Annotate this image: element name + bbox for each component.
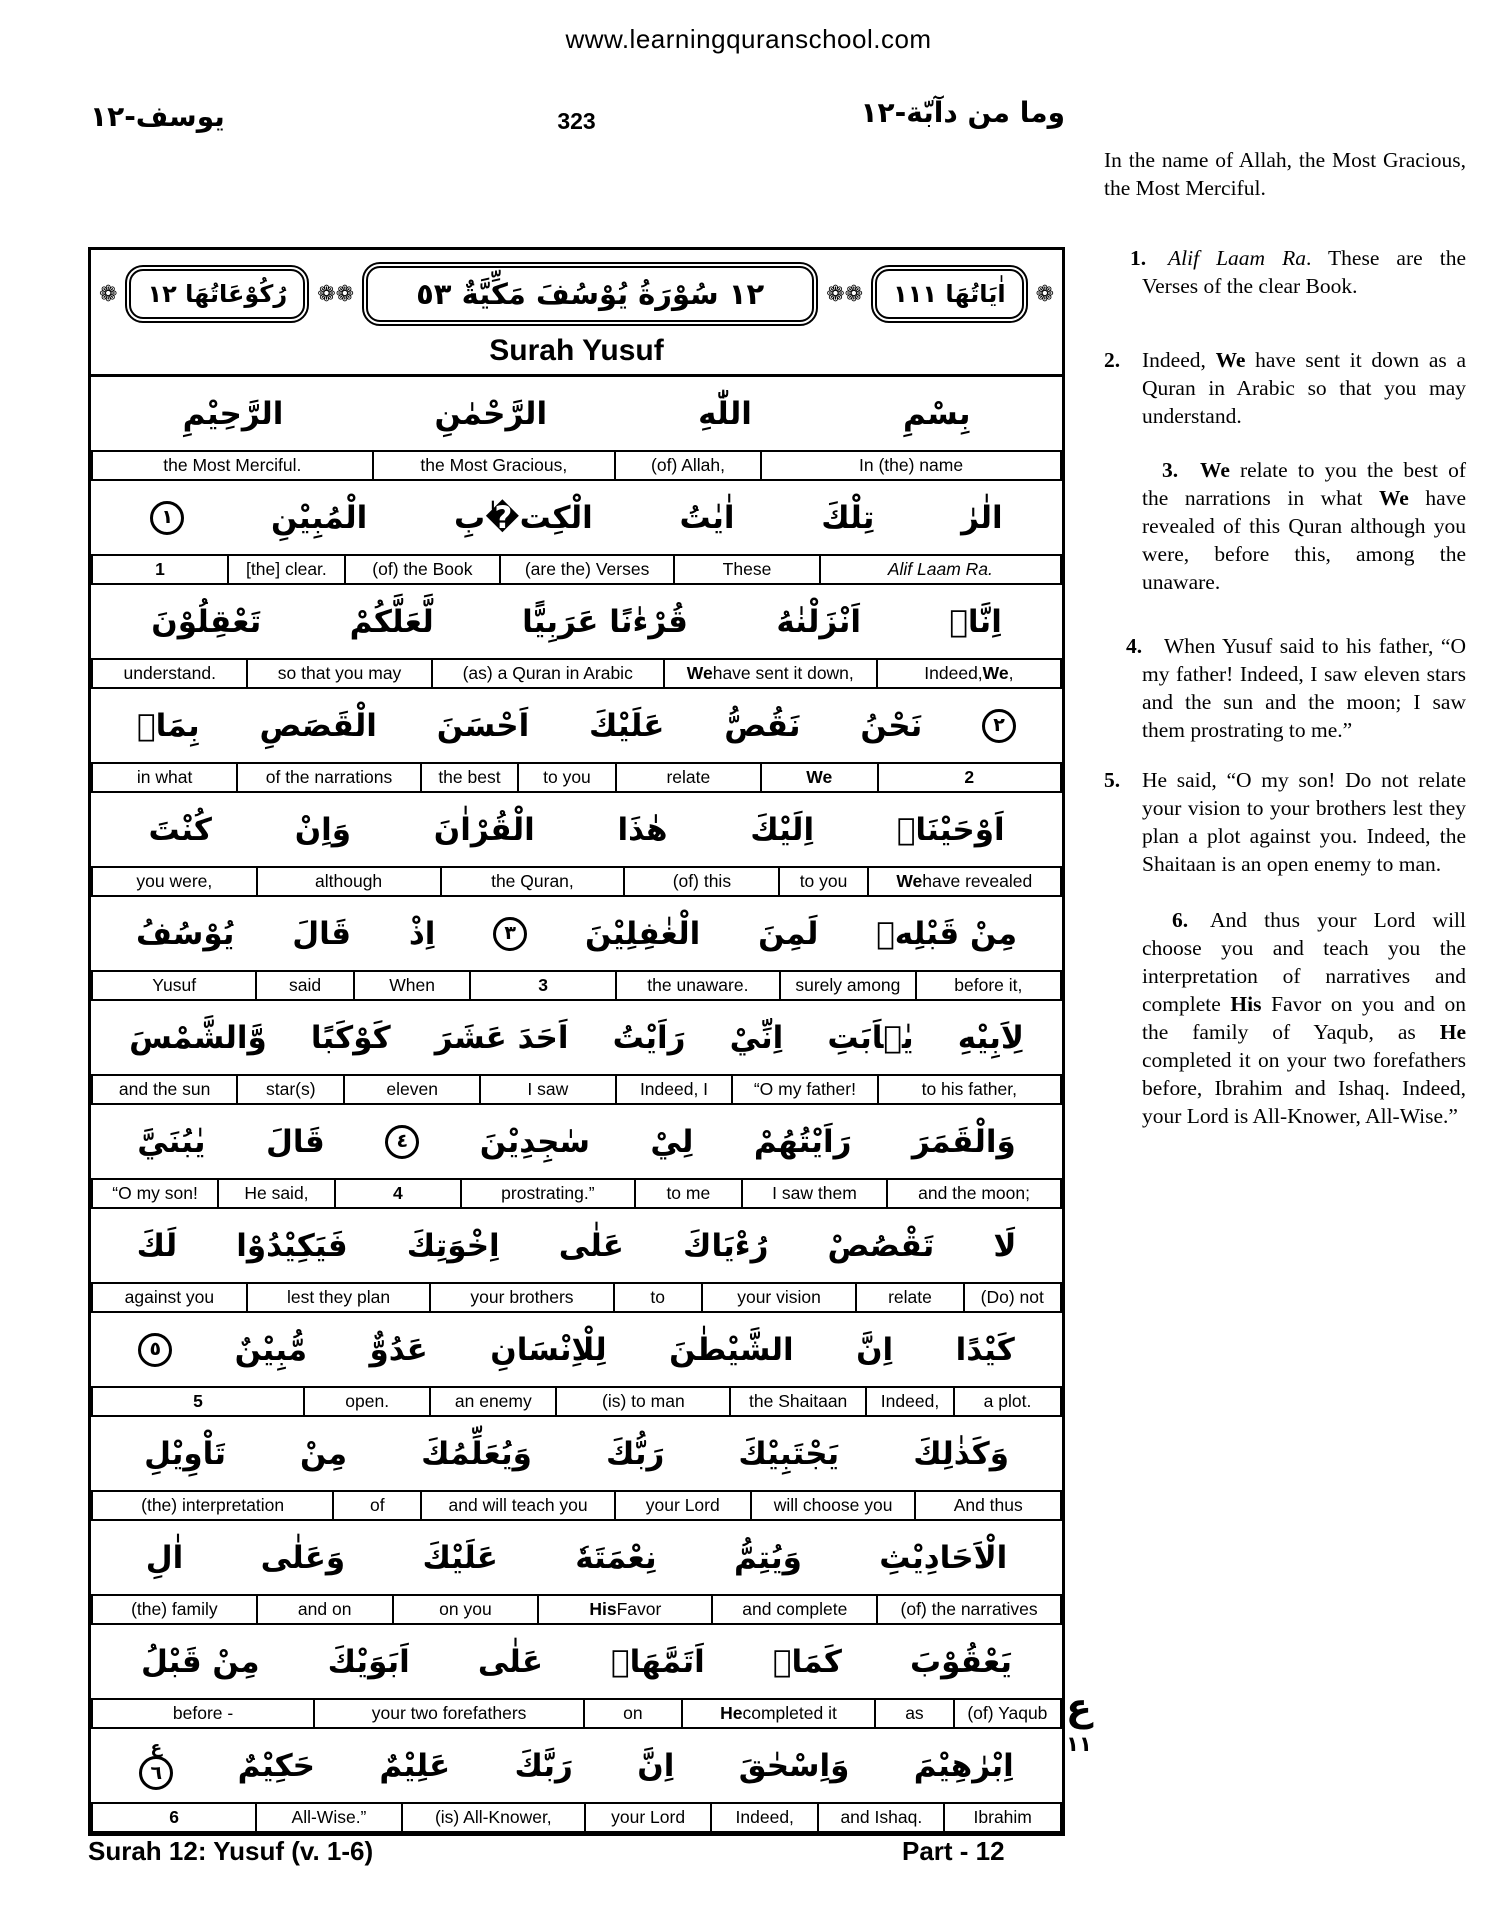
translation-cell: will choose you [750, 1490, 917, 1521]
arabic-word: سٰجِدِيْنَ [479, 1123, 590, 1160]
arabic-word: بِسْمِ [902, 395, 971, 432]
translation-cell: In (the) name [760, 450, 1062, 481]
arabic-word: عَلَيْكَ [589, 707, 665, 744]
translation-cell: (of) the narratives [876, 1594, 1062, 1625]
translation-cell: Indeed, [710, 1802, 819, 1833]
arabic-word: اِنَّ [637, 1747, 675, 1784]
arabic-verse-row [91, 1625, 1062, 1698]
translation-cell: Indeed, [865, 1386, 955, 1417]
translation-cell: 3 [469, 970, 616, 1001]
translation-row [91, 970, 1062, 1001]
ornament-icon: ❁ [99, 281, 118, 306]
arabic-word: اَحَدَ عَشَرَ [434, 1019, 569, 1056]
verse-number: 6. [1172, 908, 1189, 932]
ornament-icon: ❁❁ [317, 281, 355, 306]
translation-row [91, 866, 1062, 897]
arabic-word: اِلَيْكَ [750, 811, 815, 848]
bismillah-text: In the name of Allah, the Most Gracious, the Most Merciful. [1104, 148, 1466, 200]
arabic-word: عَدُوٌّ [369, 1331, 428, 1368]
arabic-word: مِنْ [300, 1435, 348, 1472]
translation-cell: in what [91, 762, 238, 793]
translation-cell: against you [91, 1282, 248, 1313]
verse-paragraph: 3. We relate to you the best of the narrations in what We have revealed of this Quran although you were, before this, among the unaware. [1104, 456, 1466, 596]
arabic-word: عَلٰى [477, 1643, 544, 1680]
arabic-word: كَمَاۤ [772, 1643, 842, 1680]
translation-cell: We [760, 762, 879, 793]
banner-ayat-count: اٰيَاتُهَا ١١١ [871, 265, 1027, 323]
arabic-word: الْقَصَصِ [259, 707, 377, 744]
translation-column [1104, 146, 1466, 1130]
arabic-word: لِيْ [650, 1123, 694, 1160]
arabic-word: نَقُصُّ [724, 707, 801, 744]
arabic-word: لَكَ [136, 1227, 178, 1264]
translation-row [91, 1490, 1062, 1521]
page-number: 323 [557, 108, 596, 134]
translation-cell: an enemy [429, 1386, 557, 1417]
translation-cell: and complete [711, 1594, 878, 1625]
translation-cell: the Most Gracious, [372, 450, 616, 481]
arabic-word: اَبَوَيْكَ [327, 1643, 410, 1680]
translation-cell: the best [420, 762, 520, 793]
translation-cell: although [256, 866, 442, 897]
translation-row [91, 1074, 1062, 1105]
translation-cell: 2 [877, 762, 1062, 793]
arabic-word: اٰيٰتُ [679, 499, 735, 536]
arabic-word: عَلٰى [558, 1227, 624, 1264]
arabic-word: قَالَ [265, 1123, 325, 1160]
translation-cell: to his father, [877, 1074, 1062, 1105]
arabic-word: رَبُّكَ [605, 1435, 665, 1472]
arabic-word: الرَّحْمٰنِ [434, 395, 548, 432]
translation-cell: Yusuf [91, 970, 257, 1001]
translation-cell: When [353, 970, 472, 1001]
translation-cell: Indeed, We , [876, 658, 1062, 689]
arabic-verse-row [91, 1417, 1062, 1490]
arabic-word: اٰلِ [145, 1539, 184, 1576]
arabic-word: وَالْقَمَرَ [911, 1123, 1016, 1160]
arabic-word: مُّبِيْنٌ [234, 1331, 308, 1368]
ruku-number: ١١ [1066, 1732, 1092, 1756]
translation-cell: to you [778, 866, 868, 897]
translation-cell: the Most Merciful. [91, 450, 374, 481]
arabic-word: تَاْوِيْلِ [144, 1435, 226, 1472]
arabic-word: الْكِت�ٰبِ [453, 499, 593, 536]
translation-cell: (are the) Verses [499, 554, 675, 585]
arabic-word: الْاَحَادِيْثِ [879, 1539, 1008, 1576]
arabic-word: الٰرٰ [961, 499, 1003, 536]
translation-cell: your two forefathers [313, 1698, 585, 1729]
arabic-word: الْغٰفِلِيْنَ [585, 915, 701, 952]
arabic-verse-row [91, 377, 1062, 450]
arabic-verse-row [91, 1001, 1062, 1074]
translation-cell: as [874, 1698, 955, 1729]
translation-cell: (is) All-Knower, [401, 1802, 586, 1833]
arabic-word: وَيُتِمُّ [734, 1539, 802, 1576]
verse-number: 2. [1104, 348, 1121, 372]
arabic-word: وَكَذٰلِكَ [913, 1435, 1009, 1472]
translation-cell: the Shaitaan [729, 1386, 867, 1417]
ayah-number-circle [150, 501, 184, 535]
translation-cell: We have revealed [867, 866, 1062, 897]
arabic-word: يُوْسُفُ [135, 915, 235, 952]
arabic-word: عَلِيْمٌ [379, 1747, 451, 1784]
surah-title: Surah Yusuf [91, 334, 1062, 377]
ornament-icon: ❁❁ [826, 281, 864, 306]
arabic-word: اِذْ [408, 915, 436, 952]
arabic-word: نَحْنُ [860, 707, 923, 744]
translation-row [91, 1282, 1062, 1313]
translation-cell: Alif Laam Ra. [819, 554, 1062, 585]
translation-cell: to me [634, 1178, 743, 1209]
ayah-number-circle [982, 709, 1016, 743]
arabic-word: يَعْقُوْبَ [909, 1643, 1012, 1680]
translation-cell: surely among [779, 970, 917, 1001]
arabic-word: تَقْصُصْ [827, 1227, 935, 1264]
arabic-word: الرَّحِيْمِ [182, 395, 284, 432]
arabic-verse-row [91, 1313, 1062, 1386]
translation-cell: Ibrahim [943, 1802, 1062, 1833]
arabic-verse-row [91, 1729, 1062, 1802]
banner-surah-name: ١٢ سُوْرَةُ يُوْسُفَ مَكِّيَّةٌ ٥٣ [362, 262, 818, 326]
translation-cell: eleven [343, 1074, 481, 1105]
banner-ruku-count: رُكُوْعَاتُهَا ١٢ [125, 265, 309, 323]
arabic-word: قَالَ [292, 915, 352, 952]
translation-cell: lest they plan [246, 1282, 431, 1313]
arabic-word: اِنَّ [856, 1331, 894, 1368]
ayah-number-circle [493, 917, 527, 951]
arabic-word: اللّٰهِ [698, 395, 752, 432]
translation-cell: and on [256, 1594, 394, 1625]
translation-cell: before - [91, 1698, 315, 1729]
word-grid [91, 377, 1062, 1833]
arabic-word: الْمُبِيْنِ [271, 499, 368, 536]
verse-paragraph: 2. Indeed, We have sent it down as a Quran in Arabic so that you may understand. [1104, 348, 1466, 428]
translation-cell: your Lord [584, 1802, 712, 1833]
ayah-number: ١ [150, 501, 184, 535]
header-juz-arabic: وما من دآبّة-١٢ [860, 96, 1065, 129]
translation-cell: and will teach you [420, 1490, 615, 1521]
translation-cell: said [255, 970, 355, 1001]
arabic-word: يَجْتَبِيْكَ [738, 1435, 840, 1472]
verse-number: 1. [1130, 246, 1147, 270]
translation-cell: All-Wise.” [255, 1802, 402, 1833]
translation-cell: “O my father! [731, 1074, 878, 1105]
translation-cell: a plot. [953, 1386, 1062, 1417]
translation-cell: (the) family [91, 1594, 258, 1625]
arabic-word: اِنِّيْ [729, 1019, 784, 1056]
translation-cell: open. [303, 1386, 431, 1417]
arabic-verse-row [91, 897, 1062, 970]
ayah-number-circle [138, 1333, 172, 1367]
translation-cell: understand. [91, 658, 248, 689]
header-surah-arabic: يوسف-١٢ [90, 100, 225, 133]
arabic-word: اِنَّاۤ [949, 603, 1002, 640]
arabic-word: وَيُعَلِّمُكَ [421, 1435, 532, 1472]
translation-row [91, 658, 1062, 689]
arabic-verse-row [91, 1105, 1062, 1178]
verse-paragraph: 5. He said, “O my son! Do not relate your vision to your brothers lest they plan a plot against you. Indeed, the Shaitaan is an open enemy to man. [1104, 768, 1466, 876]
translation-cell: I saw [479, 1074, 617, 1105]
ayah-number: ٢ [982, 709, 1016, 743]
translation-row [91, 1594, 1062, 1625]
arabic-verse-row [91, 1209, 1062, 1282]
arabic-word: يٰبُنَيَّ [137, 1123, 206, 1160]
arabic-word: رَاَيْتُهُمْ [753, 1123, 852, 1160]
translation-cell: 1 [91, 554, 229, 585]
arabic-word: لِلْاِنْسَانِ [490, 1331, 607, 1368]
ayah-number: ٦ [139, 1756, 173, 1790]
arabic-word: اِخْوَتِكَ [406, 1227, 500, 1264]
ruku-ain-letter: ع [150, 1737, 163, 1758]
ruku-margin-mark [1052, 1685, 1106, 1756]
arabic-word: حَكِيْمٌ [237, 1747, 315, 1784]
translation-cell: 5 [91, 1386, 305, 1417]
ayah-number: ٥ [138, 1333, 172, 1367]
arabic-verse-row [91, 1521, 1062, 1594]
translation-cell: We have sent it down, [663, 658, 878, 689]
translation-cell: I saw them [741, 1178, 888, 1209]
footer-part-ref: Part - 12 [902, 1836, 1005, 1866]
ayah-number: ٤ [385, 1125, 419, 1159]
arabic-word: الْقُرْاٰنَ [433, 811, 535, 848]
arabic-word: كُنْتَ [148, 811, 212, 848]
translation-cell: He completed it [681, 1698, 876, 1729]
verse-number: 3. [1162, 458, 1179, 482]
verse-list [1104, 244, 1466, 1130]
translation-cell: star(s) [236, 1074, 345, 1105]
translation-cell: (is) to man [555, 1386, 731, 1417]
arabic-verse-row [91, 793, 1062, 866]
translation-cell: (of) this [623, 866, 780, 897]
arabic-word: بِمَاۤ [137, 707, 200, 744]
arabic-word: لَا [993, 1227, 1017, 1264]
translation-row [91, 554, 1062, 585]
arabic-word: قُرْءٰنًا عَرَبِيًّا [522, 603, 688, 640]
translation-cell: relate [855, 1282, 964, 1313]
verse-paragraph: 6. And thus your Lord will choose you and teach you the interpretation of narratives and complete His Favor on you and on the family of Yaqub, as He completed it on your two forefathers before, Ibrahim and Ishaq. Indeed, your Lord is All-Knower, All-Wise.” [1104, 906, 1466, 1130]
translation-row [91, 762, 1062, 793]
arabic-word: فَيَكِيْدُوْا [236, 1227, 348, 1264]
translation-cell: the Quran, [440, 866, 626, 897]
arabic-word: اَحْسَنَ [436, 707, 530, 744]
arabic-word: يٰۤاَبَتِ [827, 1019, 914, 1056]
arabic-word: وَاِسْحٰقَ [738, 1747, 850, 1784]
translation-cell: (as) a Quran in Arabic [431, 658, 665, 689]
translation-cell: relate [615, 762, 762, 793]
translation-cell: “O my son! [91, 1178, 219, 1209]
verse-paragraph: 1. Alif Laam Ra. These are the Verses of the clear Book. [1104, 244, 1466, 300]
translation-cell: Indeed, I [615, 1074, 734, 1105]
translation-cell: His Favor [537, 1594, 713, 1625]
translation-cell: And thus [914, 1490, 1062, 1521]
translation-cell: (Do) not [963, 1282, 1063, 1313]
arabic-word: مِنْ قَبْلِهٖ [876, 915, 1018, 952]
arabic-word: مِنْ قَبْلُ [141, 1643, 260, 1680]
arabic-verse-row [91, 481, 1062, 554]
surah-banner [91, 250, 1062, 334]
translation-cell: your Lord [614, 1490, 752, 1521]
translation-cell: and the moon; [886, 1178, 1062, 1209]
arabic-word: تَعْقِلُوْنَ [151, 603, 262, 640]
translation-cell: before it, [915, 970, 1062, 1001]
arabic-word: لَّعَلَّكُمْ [349, 603, 434, 640]
translation-cell: your brothers [429, 1282, 614, 1313]
translation-row [91, 1802, 1062, 1833]
translation-cell: your vision [701, 1282, 858, 1313]
arabic-word: وَاِنْ [294, 811, 352, 848]
arabic-word: رَاَيْتُ [612, 1019, 686, 1056]
translation-cell: to you [517, 762, 617, 793]
verse-paragraph: 4. When Yusuf said to his father, “O my father! Indeed, I saw eleven stars and the sun and the moon; I saw them prostrating to me.” [1104, 632, 1466, 744]
footer-surah-ref: Surah 12: Yusuf (v. 1-6) [88, 1836, 374, 1866]
translation-cell: prostrating.” [460, 1178, 636, 1209]
translation-cell: (of) Allah, [614, 450, 762, 481]
arabic-word: وَعَلٰى [260, 1539, 346, 1576]
translation-cell: (of) Yaqub [953, 1698, 1062, 1729]
translation-row [91, 1386, 1062, 1417]
translation-row [91, 1178, 1062, 1209]
arabic-word: رُءْيَاكَ [683, 1227, 769, 1264]
arabic-word: لِاَبِيْهِ [957, 1019, 1024, 1056]
verse-number: 5. [1104, 768, 1121, 792]
arabic-word: هٰذَا [617, 811, 668, 848]
arabic-word: اَتَمَّهَاۤ [611, 1643, 705, 1680]
translation-row [91, 1698, 1062, 1729]
arabic-word: كَوْكَبًا [310, 1019, 391, 1056]
arabic-verse-row [91, 585, 1062, 658]
ayah-number-circle [385, 1125, 419, 1159]
translation-cell: the unaware. [615, 970, 781, 1001]
translation-cell: of [332, 1490, 422, 1521]
arabic-word: الشَّيْطٰنَ [669, 1331, 794, 1368]
arabic-word: لَمِنَ [758, 915, 819, 952]
arabic-word: اَوْحَيْنَاۤ [896, 811, 1005, 848]
arabic-word: نِعْمَتَهٗ [575, 1539, 657, 1576]
translation-cell: and Ishaq. [817, 1802, 945, 1833]
translation-cell: He said, [217, 1178, 336, 1209]
translation-cell: [the] clear. [227, 554, 346, 585]
arabic-word: اِبْرٰهِيْمَ [913, 1747, 1014, 1784]
translation-cell: 4 [334, 1178, 462, 1209]
translation-cell: (of) the Book [344, 554, 501, 585]
translation-cell: (the) interpretation [91, 1490, 334, 1521]
arabic-word: تِلْكَ [821, 499, 875, 536]
arabic-word: اَنْزَلْنٰهُ [776, 603, 861, 640]
ornament-icon: ❁ [1035, 281, 1054, 306]
ruku-ain-letter: ع [1066, 1685, 1092, 1729]
arabic-word: عَلَيْكَ [422, 1539, 498, 1576]
translation-cell: and the sun [91, 1074, 238, 1105]
translation-row [91, 450, 1062, 481]
translation-cell: These [673, 554, 821, 585]
ayah-number-circle [139, 1737, 173, 1790]
translation-cell: you were, [91, 866, 258, 897]
arabic-word: رَبَّكَ [514, 1747, 573, 1784]
arabic-word: وَّالشَّمْسَ [129, 1019, 267, 1056]
translation-cell: on [583, 1698, 683, 1729]
translation-cell: so that you may [246, 658, 432, 689]
arabic-word: كَيْدًا [955, 1331, 1015, 1368]
translation-cell: of the narrations [236, 762, 421, 793]
ayah-number: ٣ [493, 917, 527, 951]
arabic-verse-row [91, 689, 1062, 762]
website-url: www.learningquranschool.com [565, 24, 932, 54]
translation-cell: on you [392, 1594, 540, 1625]
word-by-word-table [88, 247, 1065, 1836]
translation-cell: to [613, 1282, 703, 1313]
translation-cell: 6 [91, 1802, 257, 1833]
verse-number: 4. [1126, 634, 1143, 658]
